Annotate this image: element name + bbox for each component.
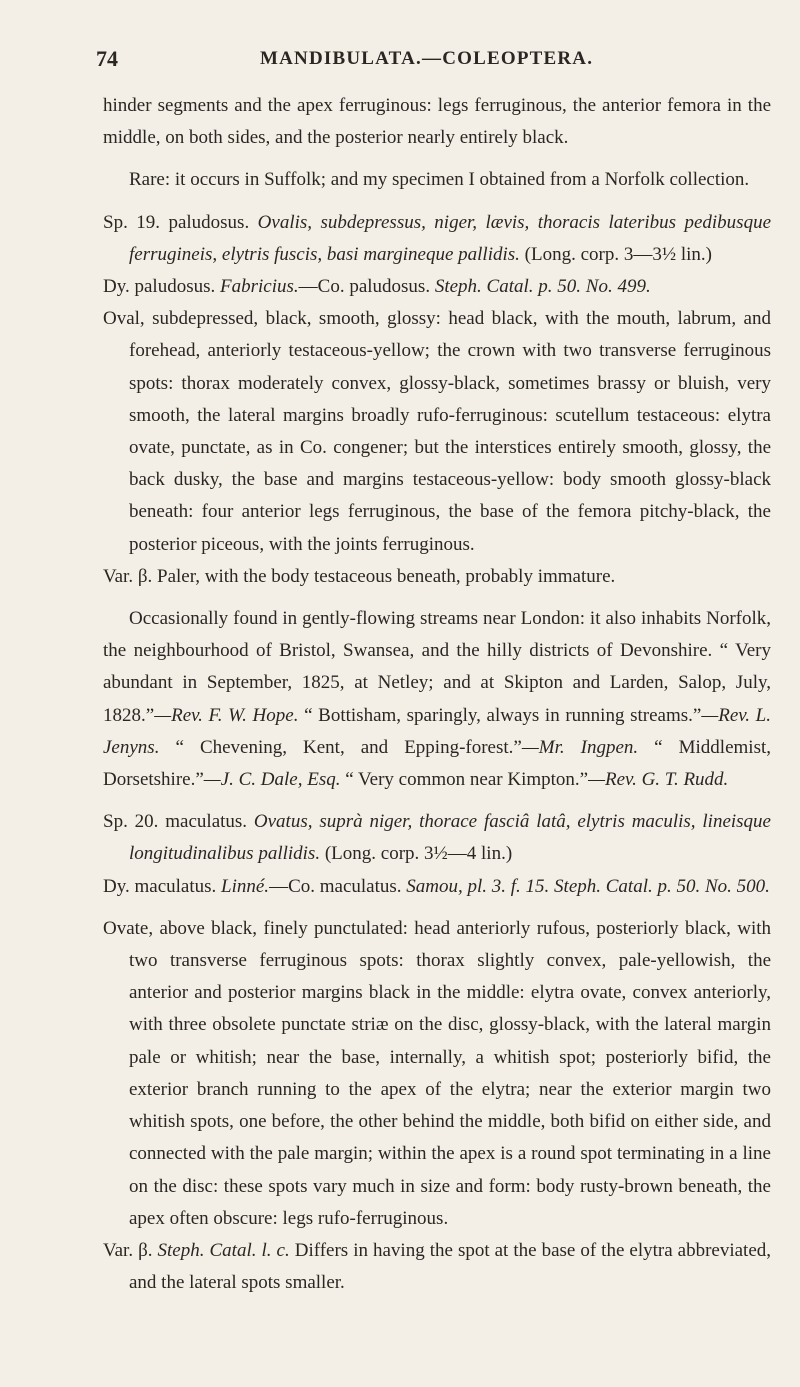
species-20-synonymy [103,871,771,903]
species-19-heading: Sp. 19. paludosus. [103,211,250,233]
species-19-habitat [103,603,771,796]
species-19-variety [103,561,771,593]
habitat-text: “ Very common near Kimpton.” [345,769,589,791]
variety-label: Var. β. [103,1239,153,1261]
habitat-authority: —Mr. Ingpen. [521,736,639,758]
synonym-reference: Steph. Catal. p. 50. No. 499. [434,276,651,298]
synonym-reference: Samou, pl. 3. f. 15. [406,875,550,897]
species-20-variety [103,1235,771,1299]
habitat-text: “ Middlemist, Dorsetshire.” [103,736,771,791]
page-number: 74 [96,46,118,71]
species-20-diagnosis [103,806,771,870]
variety-label: Var. β. [103,565,153,587]
running-head: MANDIBULATA.—COLEOPTERA. [260,48,594,69]
habitat-text: “ Bottisham, sparingly, always in running streams.” [304,704,702,726]
habitat-text: Occasionally found in gently-flowing streams near London: it also inhabits Norfolk, the neighbourhood of Bristol, Swansea, and the hilly districts of Devonshire. “ Very abundant in September, 1825, at Netley; and at Skipton and Larden, Salop, July, 1828.” [103,608,771,726]
synonym-author: Fabricius. [220,276,299,298]
variety-text: Paler, with the body testaceous beneath, probably immature. [157,565,616,587]
synonym-reference: Steph. Catal. p. 50. No. 500. [554,875,770,897]
species-20-latin: Ovatus, suprà niger, thorace fasciâ latâ, elytris maculis, lineisque longitudinalibus pallidis. [129,811,771,865]
variety-reference: Steph. Catal. l. c. [157,1239,290,1261]
habitat-text: “ Chevening, Kent, and Epping-forest.” [175,736,522,758]
synonym-author: Linné. [221,875,270,897]
species-19-latin: Ovalis, subdepressus, niger, lævis, thoracis lateribus pedibusque ferrugineis, elytris fuscis, basi margineque pallidis. [129,211,772,265]
synonym-name: Dy. maculatus. [103,875,217,897]
species-19-description: Oval, subdepressed, black, smooth, glossy: head black, with the mouth, labrum, and forehead, anteriorly testaceous-yellow; the crown with two transverse ferruginous spots: thorax moderately convex, glossy-black, sometimes brassy or bluish, very smooth, the lateral margins broadly rufo-ferruginous: scutellum testaceous: elytra ovate, punctate, as in Co. congener; but the interstices entirely smooth, glossy, the back dusky, the base and margins testaceous-yellow: body smooth glossy-black beneath: four anterior legs ferruginous, the base of the femora pitchy-black, the posterior piceous, with the joints ferruginous. [103,308,771,555]
species-20-heading: Sp. 20. maculatus. [103,811,248,833]
paragraph-rarity: Rare: it occurs in Suffolk; and my specimen I obtained from a Norfolk collection. [129,169,750,191]
synonym-name: —Co. paludosus. [298,276,431,298]
habitat-authority: —Rev. L. Jenyns. [103,704,771,758]
species-19-diagnosis [103,207,771,271]
habitat-authority: —Rev. G. T. Rudd. [588,769,729,791]
species-19-synonymy [103,271,771,303]
synonym-name: Dy. paludosus. [103,276,216,298]
species-19-size: (Long. corp. 3—3½ lin.) [524,243,712,265]
habitat-authority: —J. C. Dale, Esq. [203,769,341,791]
page-header [96,46,776,76]
species-20-size: (Long. corp. 3½—4 lin.) [324,843,513,865]
page-body [103,90,771,1299]
species-20-description: Ovate, above black, finely punctulated: head anteriorly rufous, posteriorly black, with two transverse ferruginous spots: thorax slightly convex, pale-yellowish, the anterior and posterior margins black in the middle: elytra ovate, convex anteriorly, with three obsolete punctate striæ on the disc, glossy-black, with the lateral margin pale or whitish; near the base, internally, a whitish spot; posteriorly bifid, the exterior branch running to the apex of the elytra; near the exterior margin two whitish spots, one before, the other behind the middle, both bifid on either side, and connected with the pale margin; within the apex is a round spot terminating in a line on the disc: these spots vary much in size and form: body rusty-brown beneath, the apex often obscure: legs rufo-ferruginous. [103,917,771,1229]
variety-text: Differs in having the spot at the base of the elytra abbreviated, and the lateral spots smaller. [129,1239,772,1294]
paragraph-continuation: hinder segments and the apex ferruginous: legs ferruginous, the anterior femora in the middle, on both sides, and the posterior nearly entirely black. [103,95,771,149]
synonym-name: —Co. maculatus. [269,875,402,897]
habitat-authority: —Rev. F. W. Hope. [154,704,299,726]
